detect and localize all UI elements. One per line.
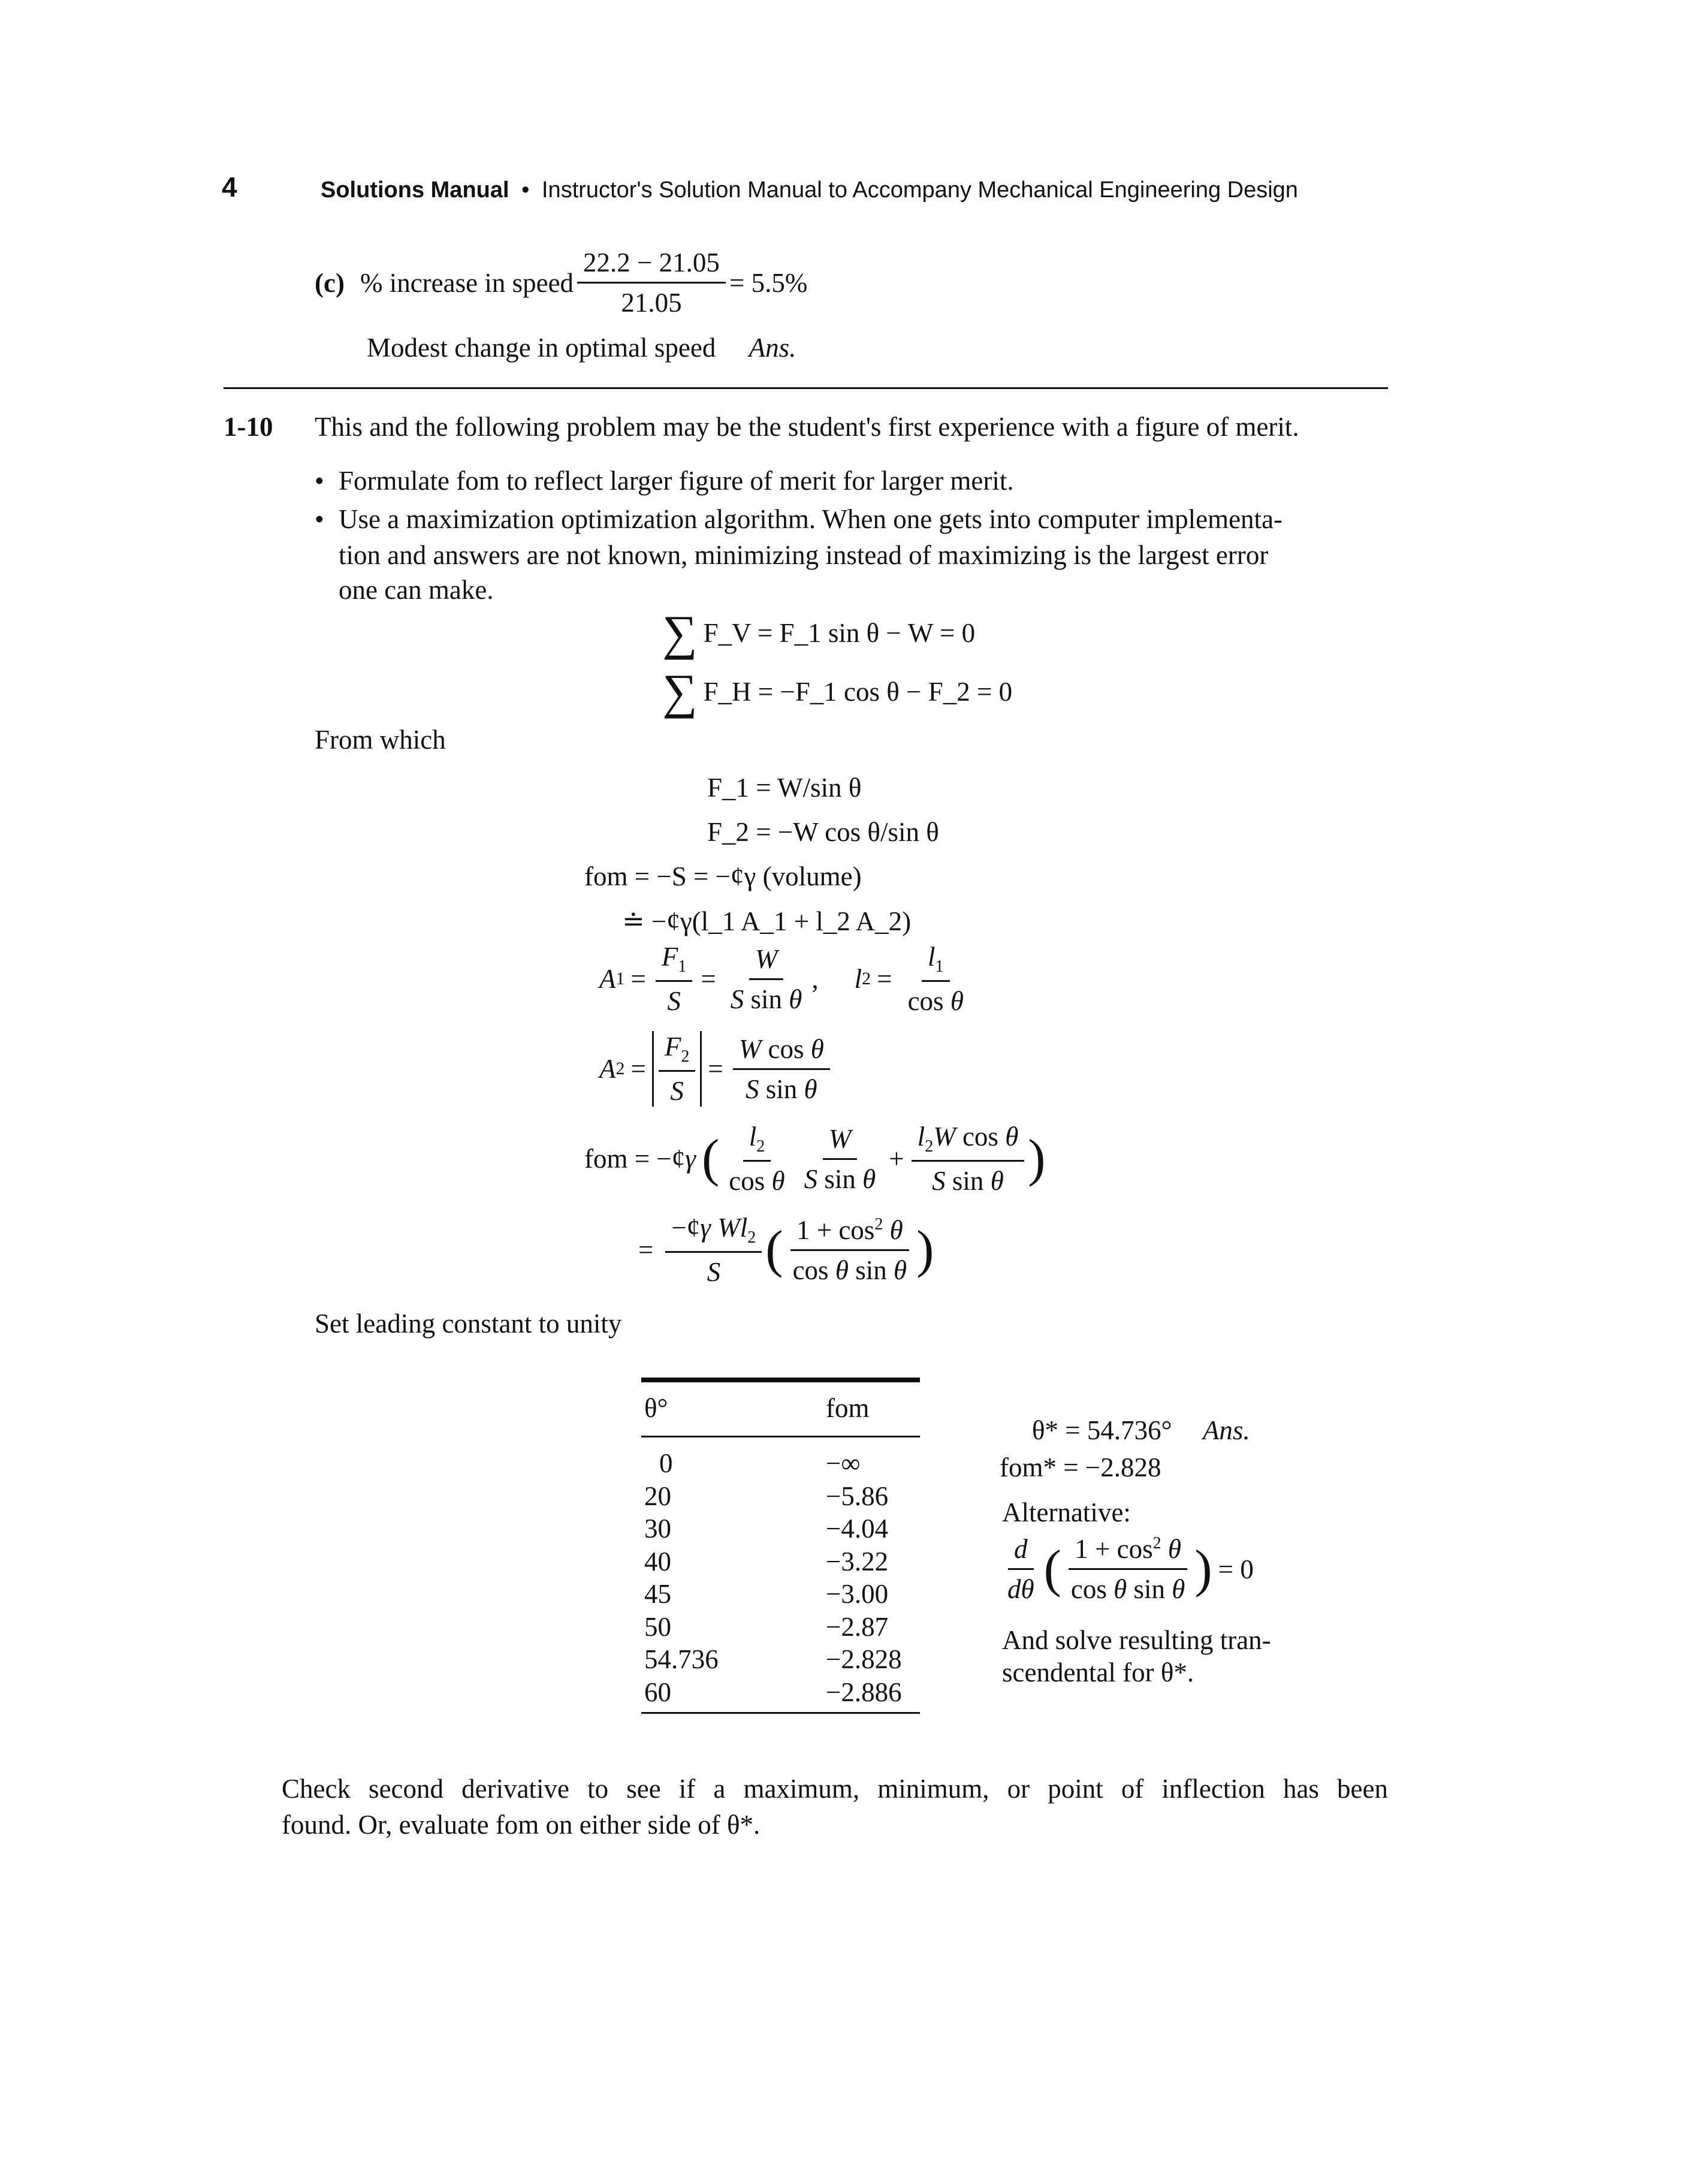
part-c-result: = 5.5% xyxy=(729,267,808,298)
table-header-theta: θ° xyxy=(644,1393,668,1423)
a1-equation: A 1 = $\frac{F_1}{S}$ = $\frac{W}{\text{S sin θ}}$ , l 2 = $\frac{l_1}{\text{cos θ}}$ xyxy=(599,942,964,1016)
table-cell-fom: −2.828 xyxy=(826,1644,902,1674)
table-cell-fom: −2.886 xyxy=(826,1677,902,1707)
table-cell-fom: −3.00 xyxy=(826,1579,889,1609)
part-c-conclusion: Modest change in optimal speed xyxy=(367,333,716,363)
table-cell-theta: 20 xyxy=(644,1481,671,1511)
sum-fh-text: F_H = −F_1 cos θ − F_2 = 0 xyxy=(703,677,1013,707)
theta-star: θ* = 54.736° xyxy=(1032,1415,1172,1445)
bullet-1: Formulate fom to reflect larger figure of merit for larger merit. xyxy=(339,466,1014,496)
page-number: 4 xyxy=(222,171,237,203)
fom-equation-3: fom = −¢γ ( $\frac{l_2}{\text{cos θ}}$ $\frac{W}{\text{S sin θ}}$ + $\frac{l_2W \cos \theta}{\text{S sin θ}}$ ) xyxy=(584,1122,1046,1196)
table-cell-theta: 40 xyxy=(644,1546,671,1577)
table-top-rule xyxy=(641,1378,920,1382)
table-cell-theta: 0 xyxy=(659,1448,673,1478)
table-header-rule xyxy=(641,1436,920,1437)
part-c-fraction xyxy=(577,247,726,318)
part-c-equation xyxy=(315,247,807,318)
part-c-ans: Ans. xyxy=(749,333,796,363)
sum-fv-text: F_V = F_1 sin θ − W = 0 xyxy=(703,618,976,648)
table-cell-fom: −4.04 xyxy=(826,1514,889,1544)
bullet-marker-1: • xyxy=(315,466,324,496)
part-c-label: (c) xyxy=(315,267,345,298)
from-which-label: From which xyxy=(315,725,446,755)
fom-equation-1: fom = −S = −¢γ (volume) xyxy=(584,861,862,891)
table-cell-fom: −3.22 xyxy=(826,1546,889,1577)
footer-line-1: Check second derivative to see if a maximum, minimum, or point of inflection has been xyxy=(282,1774,1388,1804)
sum-fv-equation: ∑ F_V = F_1 sin θ − W = 0 xyxy=(662,605,976,660)
bullet-2-line-1: Use a maximization optimization algorithm. When one gets into computer implementa- xyxy=(339,504,1283,534)
part-c-conclusion-line xyxy=(367,332,796,363)
footer-line-2: found. Or, evaluate fom on either side of θ*. xyxy=(282,1810,761,1840)
section-divider xyxy=(224,387,1388,389)
bullet-marker-2: • xyxy=(315,504,324,534)
theta-star-line xyxy=(1032,1415,1250,1446)
header-bullet: • xyxy=(521,177,530,203)
fom-equation-4: = $\frac{-¢\gamma Wl_2}{S}$ ( $\frac{1 + \cos^2 \theta}{\text{cos θ sin θ}}$ ) xyxy=(638,1213,934,1287)
solve-line-1: And solve resulting tran- xyxy=(1002,1625,1271,1655)
table-cell-fom: −5.86 xyxy=(826,1481,889,1511)
table-cell-theta: 54.736 xyxy=(644,1644,719,1674)
fom-star: fom* = −2.828 xyxy=(1000,1452,1161,1482)
solve-line-2: scendental for θ*. xyxy=(1002,1657,1194,1687)
derivative-equation: $\frac{d}{d\theta}$ ( $\frac{1 + \cos^2 \theta}{\text{cos θ sin θ}}$ ) = 0 xyxy=(1007,1534,1254,1604)
table-cell-theta: 60 xyxy=(644,1677,671,1707)
bullet-2-line-3: one can make. xyxy=(339,575,494,605)
f2-equation: F_2 = −W cos θ/sin θ xyxy=(707,817,939,847)
problem-number: 1-10 xyxy=(224,412,273,442)
a2-equation: A 2 = $\frac{F_2}{S}$ = $\frac{\text{W cos θ}}{\text{S sin θ}}$ xyxy=(599,1031,834,1107)
header-title: Instructor's Solution Manual to Accompany Mechanical Engineering Design xyxy=(542,177,1298,203)
problem-intro: This and the following problem may be the student's first experience with a figure of merit. xyxy=(315,412,1299,442)
part-c-denominator: 21.05 xyxy=(621,288,682,318)
table-cell-theta: 50 xyxy=(644,1611,671,1642)
table-cell-fom: −2.87 xyxy=(826,1611,889,1642)
running-header xyxy=(321,177,1298,203)
table-cell-theta: 30 xyxy=(644,1514,671,1544)
part-c-numerator: 22.2 − 21.05 xyxy=(577,247,726,284)
set-leading-constant: Set leading constant to unity xyxy=(315,1309,622,1339)
f1-equation: F_1 = W/sin θ xyxy=(707,773,862,803)
table-cell-fom: −∞ xyxy=(826,1448,861,1478)
sum-fh-equation: ∑ F_H = −F_1 cos θ − F_2 = 0 xyxy=(662,664,1013,719)
table-header-fom: fom xyxy=(826,1393,870,1423)
part-c-text: % increase in speed xyxy=(360,267,574,298)
table-cell-theta: 45 xyxy=(644,1579,671,1609)
bullet-2-line-2: tion and answers are not known, minimizing instead of maximizing is the largest error xyxy=(339,540,1269,570)
theta-star-ans: Ans. xyxy=(1202,1415,1250,1445)
alternative-label: Alternative: xyxy=(1002,1497,1131,1527)
table-bottom-rule xyxy=(641,1712,920,1714)
fom-equation-2: ≐ −¢γ(l_1 A_1 + l_2 A_2) xyxy=(622,906,912,936)
book-label: Solutions Manual xyxy=(321,177,509,203)
